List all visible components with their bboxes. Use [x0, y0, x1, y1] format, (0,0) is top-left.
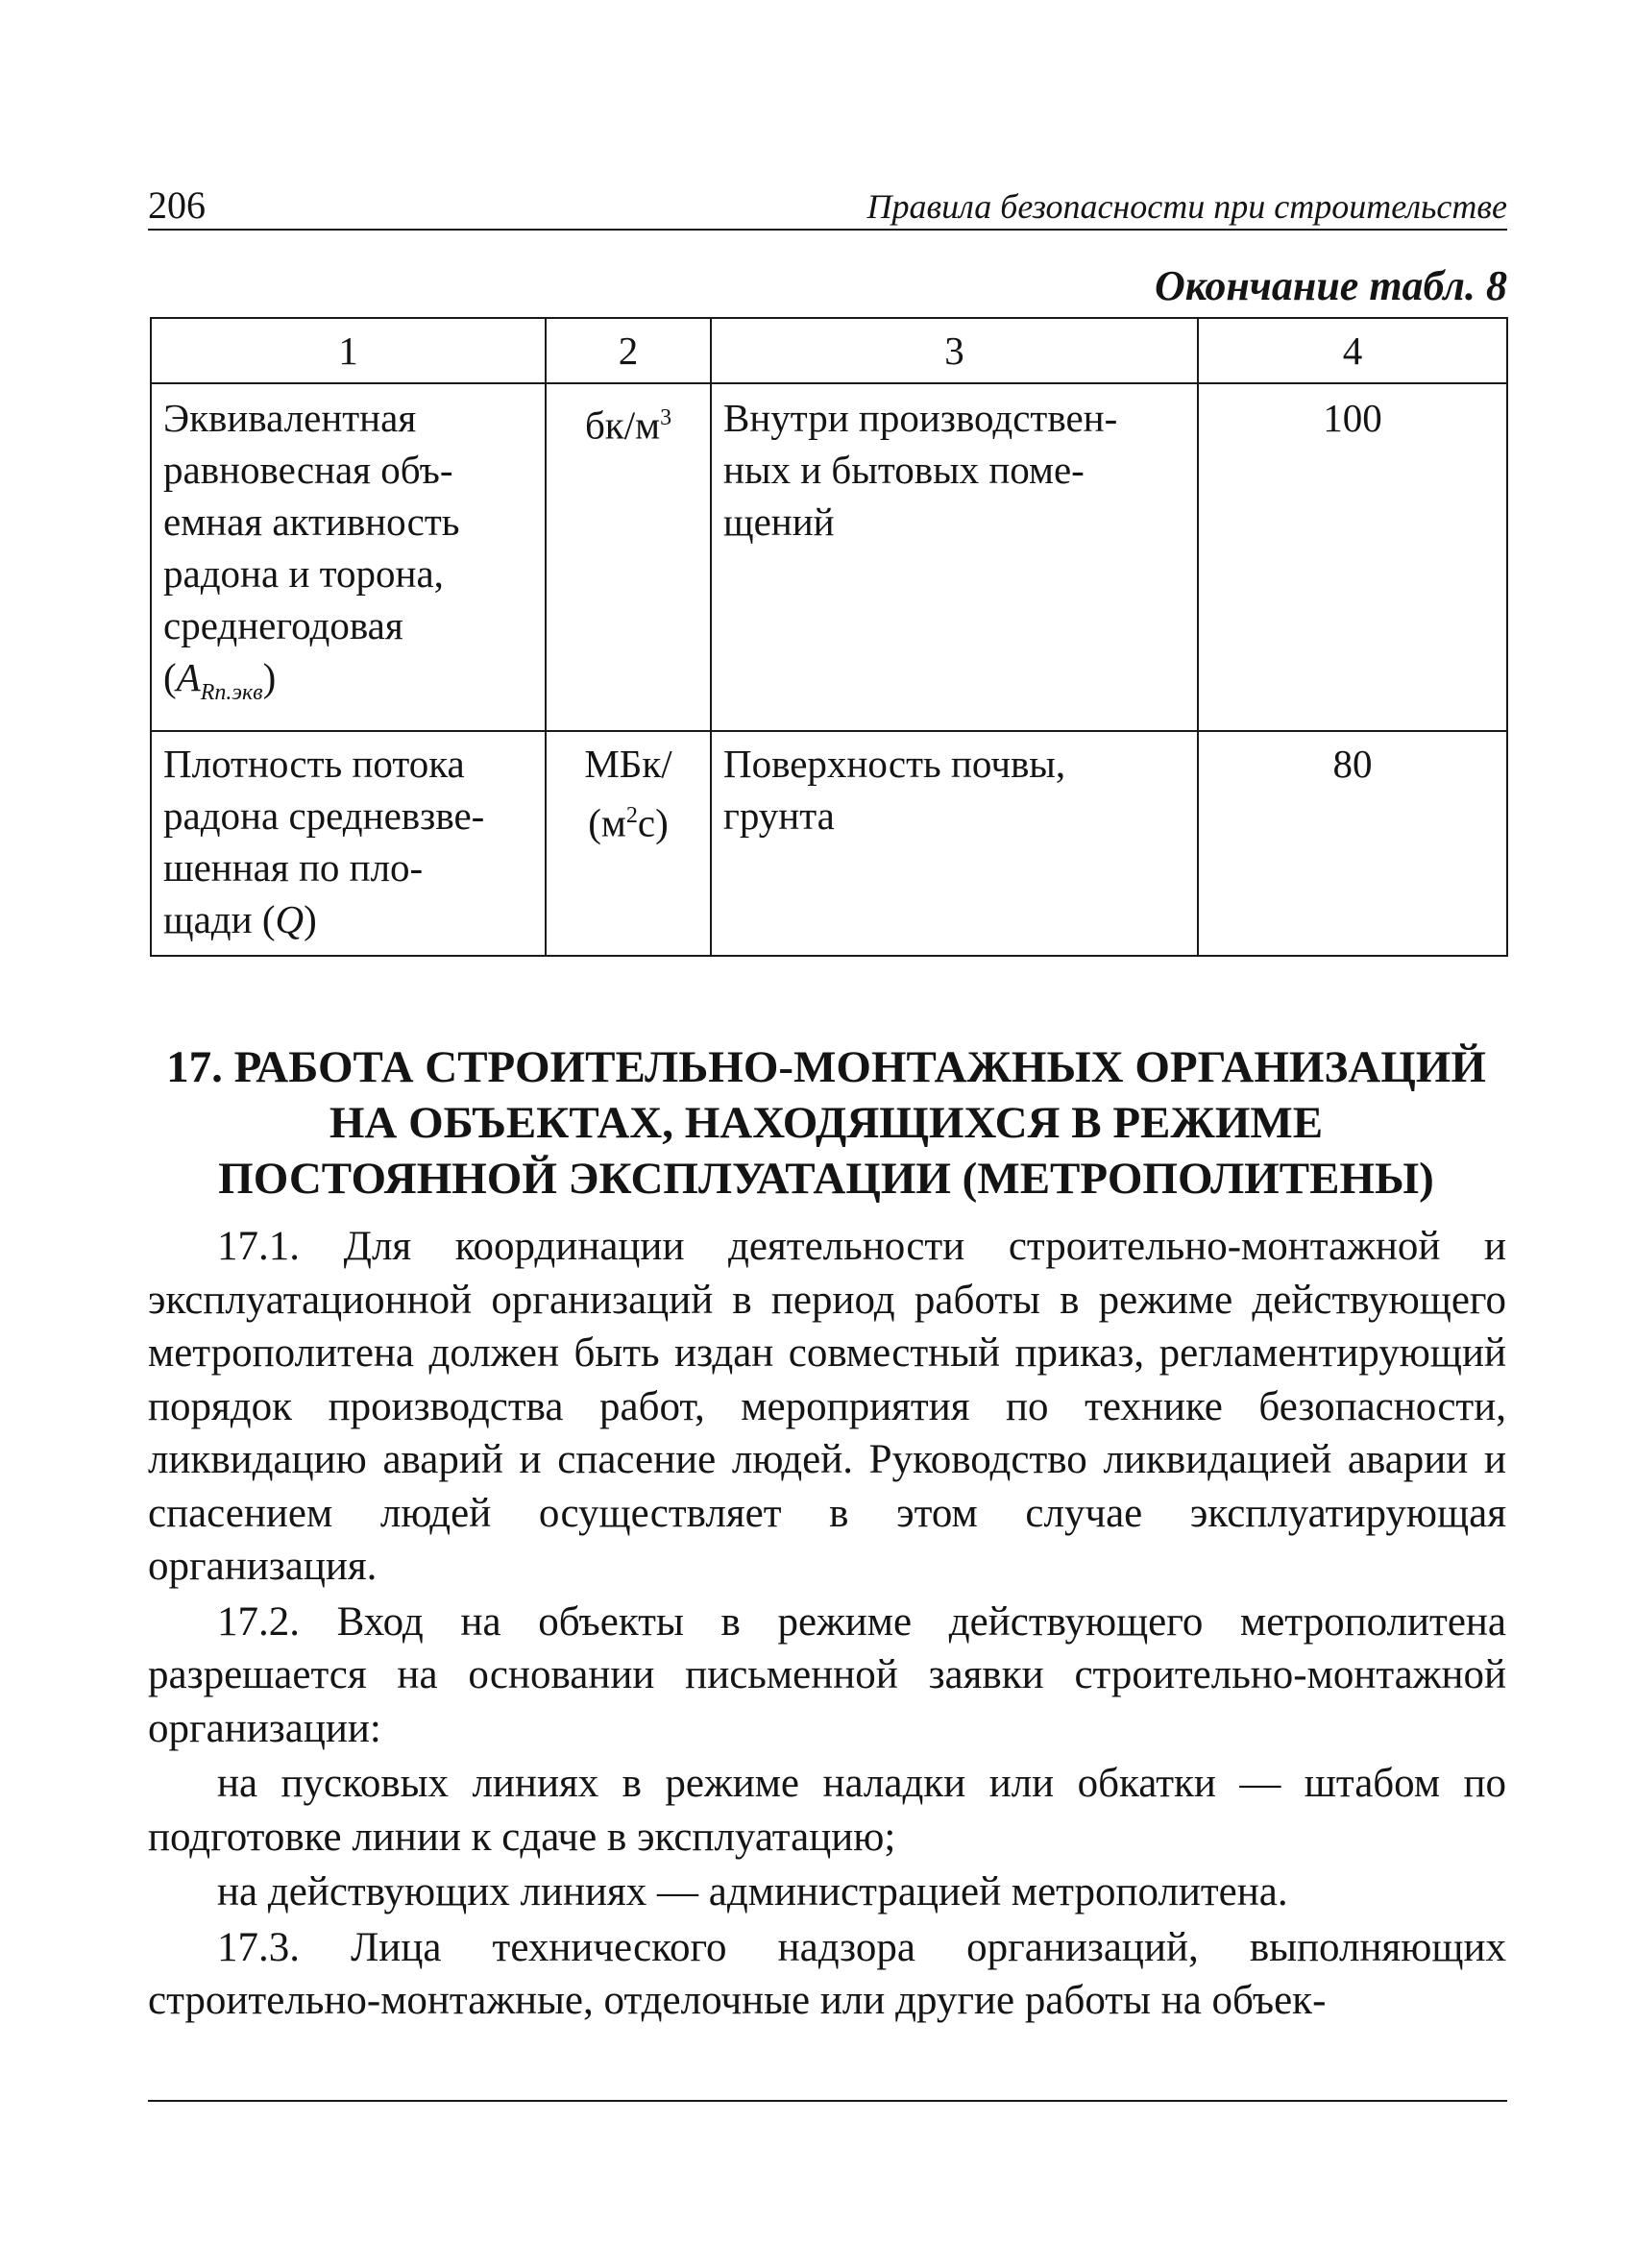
footer-divider	[148, 2100, 1507, 2102]
column-header: 2	[546, 318, 711, 383]
indicator-cell: Эквивалентная равновесная объ- емная активность радона и торона, среднегодовая $(A_{Rn.экв})$	[151, 383, 546, 731]
column-header: 3	[711, 318, 1198, 383]
value-cell: 100	[1198, 383, 1507, 731]
paragraph: на действующих линиях — администрацией метрополитена.	[217, 1869, 1288, 1914]
location-cell: Внутри производствен- ных и бытовых поме- щений	[711, 383, 1198, 731]
indicator-cell: Плотность потока радона средневзве- шенная по пло- щади (Q)	[151, 731, 546, 956]
table-header-row	[151, 318, 1507, 383]
running-title: Правила безопасности при строительстве	[866, 187, 1507, 226]
section-heading: 17. РАБОТА СТРОИТЕЛЬНО-МОНТАЖНЫХ ОРГАНИЗАЦИЙ НА ОБЪЕКТАХ, НАХОДЯЩИХСЯ В РЕЖИМЕ ПОСТОЯННОЙ ЭКСПЛУАТАЦИИ (МЕТРОПОЛИТЕНЫ)	[166, 1042, 1486, 1204]
symbol: $(A_{Rn.экв})$	[163, 655, 277, 706]
paragraph: 17.2. Вход на объекты в режиме действующего метрополитена разрешается на основании письменной заявки строительно-монтажной организации:	[148, 1598, 1506, 1751]
norms-table	[150, 317, 1508, 957]
page-number: 206	[148, 183, 206, 227]
paragraph: 17.1. Для координации деятельности строительно-монтажной и эксплуатационной организаций в период работы в режиме действующего метрополитена должен быть издан совместный приказ, регламентирующий порядок производства работ, мероприятия по технике безопасности, ликвидацию аварий и спасение людей. Руководство ликвидацией аварии и спасением людей осуществляет в этом случае эксплуатирующая организация.	[148, 1224, 1506, 1589]
column-header: 1	[151, 318, 546, 383]
value-cell: 80	[1198, 731, 1507, 956]
table-caption: Окончание табл. 8	[1154, 262, 1507, 309]
header-divider	[148, 229, 1507, 231]
table-row	[151, 731, 1507, 956]
unit-cell: МБк/ $(м^2с)$	[546, 731, 711, 956]
paragraph: на пусковых линиях в режиме наладки или обкатки — штабом по подготовке линии к сдаче в эксплуатацию;	[148, 1761, 1506, 1860]
section-body	[148, 1220, 1506, 2030]
location-cell: Поверхность почвы, грунта	[711, 731, 1198, 956]
paragraph: 17.3. Лица технического надзора организаций, выполняющих строительно-монтажные, отделочные или другие работы на объек-	[148, 1924, 1506, 2023]
column-header: 4	[1198, 318, 1507, 383]
table-row	[151, 383, 1507, 731]
unit-cell: $бк/м^3$	[546, 383, 711, 731]
